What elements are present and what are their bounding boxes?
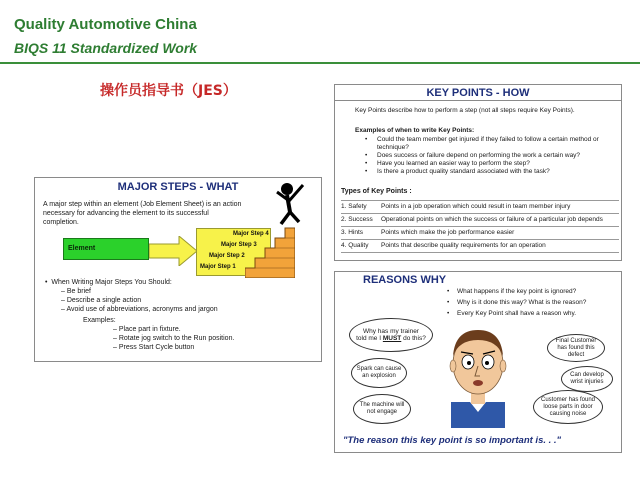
key-point-types-header: Types of Key Points : bbox=[341, 188, 412, 195]
list-item: • Could the team member get injured if they failed to follow a certain method or technique? bbox=[365, 136, 617, 152]
thought-bubble-noise: Customer has found loose parts in door causing noise bbox=[533, 390, 603, 424]
key-points-examples-header: Examples of when to write Key Points: bbox=[355, 127, 475, 134]
arrow-right-icon bbox=[149, 236, 199, 266]
table-row bbox=[341, 213, 619, 226]
thought-bubble-machine: The machine will not engage bbox=[353, 394, 411, 424]
type-description: Operational points on which the success or failure of a particular job depends bbox=[381, 216, 603, 223]
list-item: • Does success or failure depend on performing the work a certain way? bbox=[365, 152, 617, 160]
example-item: – Rotate jog switch to the Run position. bbox=[113, 335, 235, 342]
page-subtitle: BIQS 11 Standardized Work bbox=[14, 40, 198, 56]
guideline-item: – Describe a single action bbox=[61, 297, 142, 304]
guideline-header: • When Writing Major Steps You Should: bbox=[45, 279, 172, 286]
major-steps-title: MAJOR STEPS - WHAT bbox=[117, 181, 239, 193]
table-row bbox=[341, 200, 619, 213]
list-item: • Every Key Point shall have a reason why. bbox=[447, 308, 586, 319]
thought-bubble-explosion: Spark can cause an explosion bbox=[351, 358, 407, 388]
key-points-examples bbox=[365, 136, 617, 176]
guideline-item: – Be brief bbox=[61, 288, 91, 295]
list-item: • What happens if the key point is ignored? bbox=[447, 286, 586, 297]
major-steps-guidelines bbox=[43, 278, 234, 352]
key-points-description: Key Points describe how to perform a step (not all steps require Key Points). bbox=[355, 107, 575, 114]
example-item: – Press Start Cycle button bbox=[113, 344, 195, 351]
major-step-label: Major Step 1 bbox=[200, 264, 236, 270]
header-divider bbox=[0, 62, 640, 64]
reasons-why-tagline: "The reason this key point is so important is. . ." bbox=[343, 435, 562, 446]
list-item: • Why is it done this way? What is the reason? bbox=[447, 297, 586, 308]
type-description: Points that describe quality requirements for an operation bbox=[381, 242, 546, 249]
type-name: 1. Safety bbox=[341, 203, 367, 210]
thought-bubble-injury: Can develop wrist injuries bbox=[561, 366, 613, 392]
type-name: 4. Quality bbox=[341, 242, 369, 249]
table-row bbox=[341, 239, 619, 253]
company-title: Quality Automotive China bbox=[14, 16, 197, 33]
guideline-item: – Avoid use of abbreviations, acronyms and jargon bbox=[61, 306, 218, 313]
key-points-title: KEY POINTS - HOW bbox=[335, 85, 621, 101]
thought-bubble-trainer: Why has my trainer told me I MUST do this? bbox=[349, 318, 433, 352]
type-description: Points which make the job performance easier bbox=[381, 229, 515, 236]
major-step-label: Major Step 4 bbox=[233, 231, 269, 237]
type-name: 2. Success bbox=[341, 216, 373, 223]
example-item: – Place part in fixture. bbox=[113, 326, 181, 333]
reasons-why-bullets bbox=[447, 286, 586, 319]
list-item: • Is there a product quality standard associated with the task? bbox=[365, 168, 617, 176]
examples-header: Examples: bbox=[83, 317, 116, 324]
major-steps-panel bbox=[34, 177, 322, 362]
reasons-why-panel bbox=[334, 271, 622, 453]
key-point-types-table bbox=[341, 200, 619, 253]
type-description: Points in a job operation which could result in team member injury bbox=[381, 203, 571, 210]
reasons-why-title: REASONS WHY bbox=[363, 274, 447, 286]
list-item: • Have you learned an easier way to perform the step? bbox=[365, 160, 617, 168]
major-step-label: Major Step 3 bbox=[221, 242, 257, 248]
stick-figure-icon bbox=[265, 180, 315, 230]
confused-man-icon bbox=[437, 316, 519, 428]
major-step-definition: A major step within an element (Job Element Sheet) is an action necessary for advancing the element to its successful completion. bbox=[43, 201, 242, 226]
thought-bubble-defect: Final Customer has found this defect bbox=[547, 334, 605, 362]
major-step-label: Major Step 2 bbox=[209, 253, 245, 259]
key-points-panel bbox=[334, 84, 622, 261]
type-name: 3. Hints bbox=[341, 229, 364, 236]
table-row bbox=[341, 226, 619, 239]
chinese-title: 操作员指导书（JES） bbox=[100, 83, 237, 99]
element-box: Element bbox=[63, 238, 149, 260]
